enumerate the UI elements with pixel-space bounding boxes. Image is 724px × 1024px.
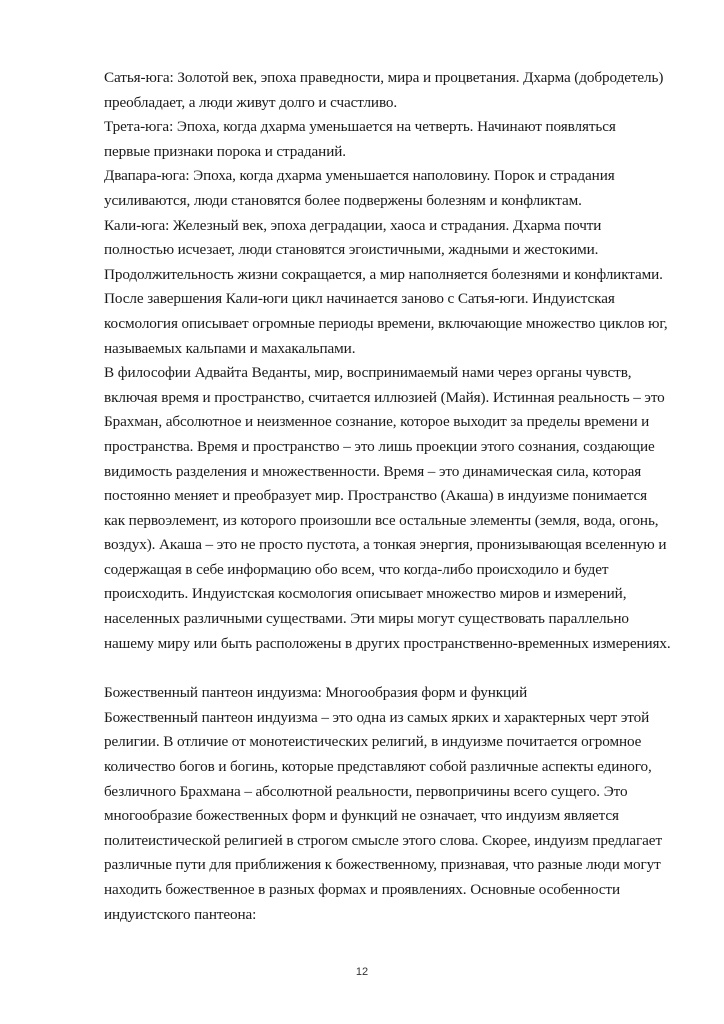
text-line: находить божественное в разных формах и проявлениях. Основные особенности xyxy=(104,881,620,898)
text-line: Божественный пантеон индуизма: Многообразия форм и функций xyxy=(104,684,528,702)
text-line: Кали-юга: Железный век, эпоха деградации, хаоса и страдания. Дхарма почти xyxy=(104,216,602,234)
text-line: населенных различными существами. Эти миры могут существовать параллельно xyxy=(104,610,629,628)
text-line: как первоэлемент, из которого произошли все остальные элементы (земля, вода, огонь, xyxy=(104,511,659,529)
text-line: усиливаются, люди становятся более подвержены болезням и конфликтам. xyxy=(104,191,582,209)
text-line: После завершения Кали-юги цикл начинается заново с Сатья-юги. Индуистская xyxy=(104,290,615,308)
text-line: называемых кальпами и махакальпами. xyxy=(104,339,356,357)
text-line: Двапара-юга: Эпоха, когда дхарма уменьшается наполовину. Порок и страдания xyxy=(104,167,615,185)
text-line: содержащая в себе информацию обо всем, что когда-либо происходило и будет xyxy=(104,560,609,578)
page-number: 12 xyxy=(355,966,369,978)
text-line: Божественный пантеон индуизма – это одна из самых ярких и характерных черт этой xyxy=(104,708,650,726)
text-line: религии. В отличие от монотеистических религий, в индуизме почитается огромное xyxy=(104,733,642,751)
text-line: политеистической религией в строгом смысле этого слова. Скорее, индуизм предлагает xyxy=(104,831,662,849)
text-line: видимость разделения и множественности. Время – это динамическая сила, которая xyxy=(104,462,642,480)
text-line: полностью исчезает, люди становятся эгоистичными, жадными и жестокими. xyxy=(104,241,599,259)
paragraph-yugas-and-advaita xyxy=(104,66,671,656)
text-line: пространства. Время и пространство – это лишь проекции этого сознания, создающие xyxy=(104,437,655,455)
document-page xyxy=(104,66,671,927)
text-line: Продолжительность жизни сокращается, а мир наполняется болезнями и конфликтами. xyxy=(104,265,663,283)
text-line: В философии Адвайта Веданты, мир, воспринимаемый нами через органы чувств, xyxy=(104,364,632,382)
text-line: происходить. Индуистская космология описывает множество миров и измерений, xyxy=(104,585,627,603)
text-line: первые признаки порока и страданий. xyxy=(104,142,346,160)
text-line: Брахман, абсолютное и неизменное сознание, которое выходит за пределы времени и xyxy=(104,413,650,431)
text-line: постоянно меняет и преобразует мир. Пространство (Акаша) в индуизме понимается xyxy=(104,487,647,505)
text-line: индуистского пантеона: xyxy=(104,905,257,923)
text-line: преобладает, а люди живут долго и счастливо. xyxy=(104,93,398,111)
text-line: безличного Брахмана – абсолютной реальности, первопричины всего сущего. Это xyxy=(104,782,628,800)
text-line: Трета-юга: Эпоха, когда дхарма уменьшается на четверть. Начинают появляться xyxy=(104,118,616,136)
paragraph-gap xyxy=(104,656,664,681)
text-line: космология описывает огромные периоды времени, включающие множество циклов юг, xyxy=(104,314,668,332)
text-line: нашему миру или быть расположены в других пространственно-временных измерениях. xyxy=(104,634,671,652)
text-line: Сатья-юга: Золотой век, эпоха праведности, мира и процветания. Дхарма (добродетель) xyxy=(104,69,664,86)
text-line: включая время и пространство, считается иллюзией (Майя). Истинная реальность – это xyxy=(104,388,665,406)
paragraph-pantheon xyxy=(104,681,664,927)
text-line: многообразие божественных форм и функций не означает, что индуизм является xyxy=(104,807,619,825)
text-line: различные пути для приближения к божественному, признавая, что разные люди могут xyxy=(104,856,661,874)
text-line: воздух). Акаша – это не просто пустота, а тонкая энергия, пронизывающая вселенную и xyxy=(104,536,667,554)
text-line: количество богов и богинь, которые представляют собой различные аспекты единого, xyxy=(104,758,652,776)
